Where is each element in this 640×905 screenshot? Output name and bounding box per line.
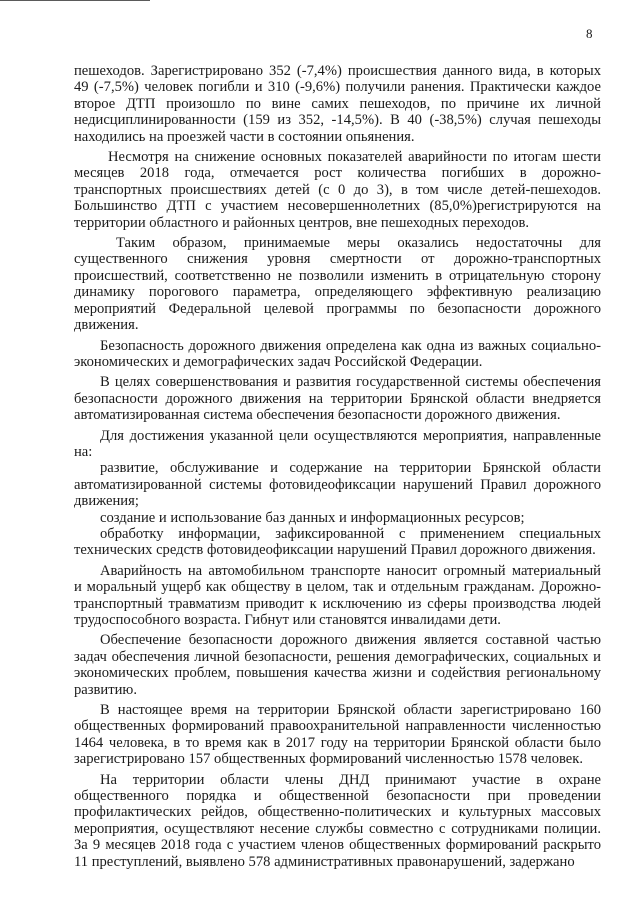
text-line: экономических и демографических задач Российской Федерации.: [74, 353, 483, 370]
text-line: Несмотря на снижение основных показателей аварийности по итогам шести: [108, 149, 601, 166]
paragraph: [74, 149, 601, 231]
text-line: находились на проезжей части в состоянии опьянения.: [74, 128, 415, 145]
text-line: технических средств фотовидеофиксации нарушений Правил дорожного движения.: [74, 542, 596, 559]
text-line: мероприятия, осуществляют несение службы совместно с сотрудниками полиции.: [74, 820, 601, 837]
paragraph: [74, 338, 601, 371]
paragraph: [74, 460, 601, 509]
text-line: территории областного и районных центров, вне пешеходных переходов.: [74, 214, 530, 231]
text-line: пешеходов. Зарегистрировано 352 (-7,4%) происшествия данного вида, в которых: [74, 63, 601, 79]
paragraph: [74, 772, 601, 870]
text-line: обработку информации, зафиксированной с применением специальных: [100, 525, 601, 542]
paragraph: [74, 563, 601, 629]
text-line: За 9 месяцев 2018 года с участием членов общественных формирований раскрыто: [74, 837, 601, 854]
text-line: Таким образом, принимаемые меры оказались недостаточны для: [116, 235, 601, 252]
paragraph: [74, 63, 601, 145]
text-line: на:: [74, 443, 93, 460]
text-line: общественного порядка и общественной безопасности при проведении: [74, 788, 601, 805]
text-line: недисциплинированности (159 из 352, -14,5%). В 40 (-38,5%) случая пешеходы: [74, 112, 601, 129]
paragraph: [74, 428, 601, 461]
text-line: происшествий, соответственно не позволили изменить в отрицательную сторону: [74, 267, 601, 284]
text-line: динамику порогового параметра, определяющего эффективную реализацию: [74, 284, 601, 301]
text-line: общественных формирований правоохранительной направленности численностью: [74, 718, 601, 735]
text-line: задач обеспечения личной безопасности, решения демографических, социальных и: [74, 648, 601, 665]
document-body: [74, 63, 601, 870]
text-line: движения.: [74, 317, 139, 334]
text-line: На территории области члены ДНД принимают участие в охране: [100, 771, 601, 788]
text-line: транспортных происшествиях детей (с 0 до 3), в том числе детей-пешеходов.: [74, 181, 601, 198]
text-line: Аварийность на автомобильном транспорте наносит огромный материальный: [100, 562, 601, 579]
paragraph: [74, 235, 601, 333]
text-line: профилактических рейдов, общественно-политических и культурных массовых: [74, 804, 601, 821]
text-line: существенного снижения уровня смертности от дорожно-транспортных: [74, 251, 601, 268]
text-line: Большинство ДТП с участием несовершеннолетних (85,0%)регистрируются на: [74, 198, 601, 215]
text-line: 1464 человека, в то время как в 2017 году на территории Брянской области было: [74, 734, 601, 751]
text-line: трудоспособного возраста. Гибнут или становятся инвалидами дети.: [74, 612, 501, 628]
paragraph: [74, 702, 601, 768]
text-line: безопасности дорожного движения на территории Брянской области внедряется: [74, 390, 601, 407]
text-line: развитие, обслуживание и содержание на территории Брянской области: [100, 460, 601, 477]
text-line: движения;: [74, 493, 139, 510]
text-line: месяцев 2018 года, отмечается рост количества погибших в дорожно-: [74, 165, 601, 182]
text-line: Для достижения указанной цели осуществляются мероприятия, направленные: [100, 427, 601, 444]
text-line: автоматизированной системы фотовидеофиксации нарушений Правил дорожного: [74, 476, 601, 493]
text-line: Безопасность дорожного движения определена как одна из важных социально-: [100, 337, 601, 354]
page-number: 8: [586, 26, 593, 41]
text-line: второе ДТП произошло по вине самих пешеходов, по причине их личной: [74, 95, 601, 112]
text-line: и моральный ущерб как обществу в целом, так и отдельным гражданам. Дорожно-: [74, 579, 601, 596]
paragraph: [74, 510, 601, 526]
scan-edge-line: [0, 0, 150, 1]
text-line: транспортный травматизм приводит к исключению из сферы производства людей: [74, 595, 601, 612]
text-line: создание и использование баз данных и информационных ресурсов;: [100, 509, 525, 526]
text-line: 49 (-7,5%) человек погибли и 310 (-9,6%) получили ранения. Практически каждое: [74, 79, 601, 96]
text-line: экономических проблем, повышения качества жизни и содействия региональному: [74, 665, 601, 682]
text-line: 11 преступлений, выявлено 578 административных правонарушений, задержано: [74, 853, 575, 870]
paragraph: [74, 374, 601, 423]
text-line: зарегистрировано 157 общественных формирований численностью 1578 человек.: [74, 751, 584, 768]
paragraph: [74, 632, 601, 698]
text-line: развитию.: [74, 681, 137, 698]
text-line: мероприятий Федеральной целевой программы по безопасности дорожного: [74, 300, 601, 317]
text-line: автоматизированная система обеспечения безопасности дорожного движения.: [74, 407, 561, 424]
text-line: В целях совершенствования и развития государственной системы обеспечения: [100, 374, 601, 391]
paragraph: [74, 526, 601, 559]
text-line: В настоящее время на территории Брянской области зарегистрировано 160: [100, 702, 601, 719]
text-line: Обеспечение безопасности дорожного движения является составной частью: [100, 632, 601, 649]
